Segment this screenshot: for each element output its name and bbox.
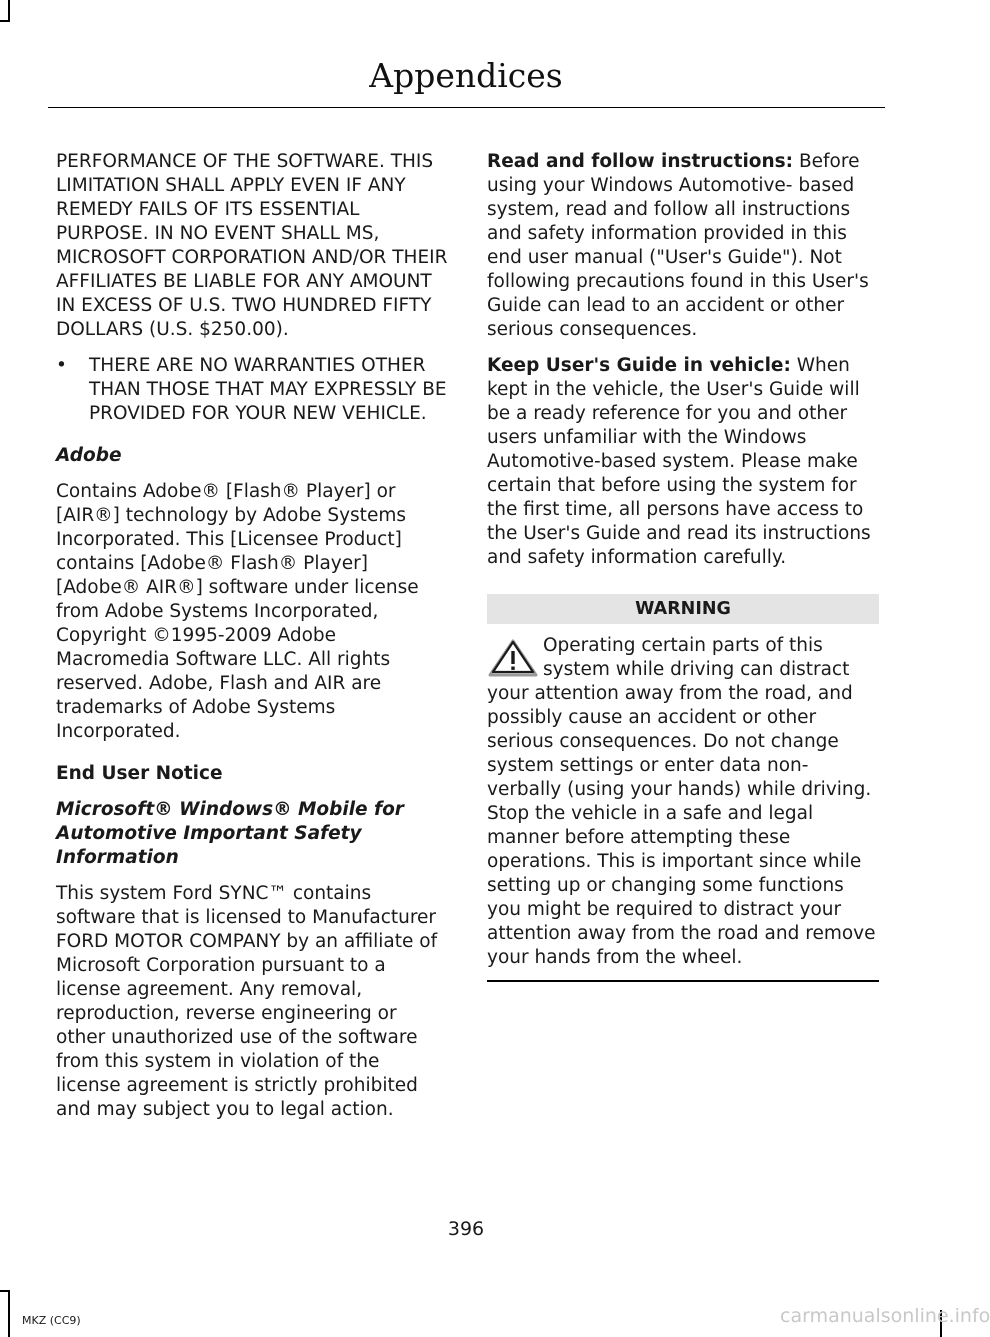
warning-box bbox=[487, 634, 879, 982]
warning-header: WARNING bbox=[487, 594, 879, 624]
warning-triangle-icon bbox=[487, 638, 543, 678]
warning-text: Operating certain parts of this system while driving can distract your attention away from the road, and possibly cause an accident or other serious consequences. Do not change system settings or enter data non-verbally (using your hands) while driving. Stop the vehicle in a safe and legal manner before attempting these operations. This is important since while setting up or changing some functions you might be required to distract your attention away from the road and remove your hands from the wheel. bbox=[487, 635, 876, 968]
header-divider bbox=[48, 107, 885, 108]
crop-mark bbox=[8, 0, 10, 22]
crop-mark bbox=[8, 1290, 10, 1337]
crop-mark bbox=[0, 1290, 10, 1292]
watermark: carmanualsonline.info bbox=[780, 1305, 990, 1327]
model-code: MKZ (CC9) bbox=[22, 1314, 81, 1327]
microsoft-paragraph: This system Ford SYNC™ contains software that is licensed to Manufacturer FORD MOTOR COMPANY by an affiliate of Microsoft Corporation pursuant to a license agreement. Any removal, reproduction, reverse engineering or other unauthorized use of the software from this system in violation of the license agreement is strictly prohibited and may subject you to legal action. bbox=[56, 883, 438, 1120]
list-item bbox=[56, 354, 448, 426]
left-column bbox=[56, 150, 448, 1134]
keep-guide-text: When kept in the vehicle, the User's Guide will be a ready reference for you and other users unfamiliar with the Windows Automotive-based system. Please make certain that before using the system for the first time, all persons have access to the User's Guide and read its instructions and safety information carefully. bbox=[487, 355, 871, 568]
bullet-text: THERE ARE NO WARRANTIES OTHER THAN THOSE THAT MAY EXPRESSLY BE PROVIDED FOR YOUR NEW VEHICLE. bbox=[89, 355, 447, 424]
bullet-mark: • bbox=[56, 355, 67, 376]
right-column bbox=[487, 150, 879, 982]
end-user-heading: End User Notice bbox=[56, 763, 223, 784]
adobe-paragraph: Contains Adobe® [Flash® Player] or [AIR®] technology by Adobe Systems Incorporated. This [Licensee Product] contains [Adobe® Flash® Player] [Adobe® AIR®] software under license from Adobe Systems Incorporated, Copyright ©1995-2009 Adobe Macromedia Software LLC. All rights reserved. Adobe, Flash and AIR are trademarks of Adobe Systems Incorporated. bbox=[56, 481, 419, 742]
read-instructions-text: Before using your Windows Automotive- based system, read and follow all instructions and safety information provided in this end user manual ("User's Guide"). Not following precautions found in this User's Guide can lead to an accident or other serious consequences. bbox=[487, 151, 869, 340]
adobe-heading: Adobe bbox=[56, 445, 122, 466]
read-instructions-label: Read and follow instructions: bbox=[487, 151, 794, 172]
page-title: Appendices bbox=[369, 56, 563, 95]
page-number: 396 bbox=[447, 1218, 485, 1240]
keep-guide-label: Keep User's Guide in vehicle: bbox=[487, 355, 791, 376]
crop-mark bbox=[0, 20, 10, 22]
microsoft-heading: Microsoft® Windows® Mobile for Automotive Important Safety Information bbox=[56, 799, 404, 868]
limitation-paragraph: PERFORMANCE OF THE SOFTWARE. THIS LIMITATION SHALL APPLY EVEN IF ANY REMEDY FAILS OF ITS ESSENTIAL PURPOSE. IN NO EVENT SHALL MS, MICROSOFT CORPORATION AND/OR THEIR AFFILIATES BE LIABLE FOR ANY AMOUNT IN EXCESS OF U.S. TWO HUNDRED FIFTY DOLLARS (U.S. $250.00). bbox=[56, 151, 448, 340]
read-instructions-paragraph bbox=[487, 150, 879, 342]
keep-guide-paragraph bbox=[487, 354, 879, 570]
warning-end-rule bbox=[487, 980, 879, 982]
